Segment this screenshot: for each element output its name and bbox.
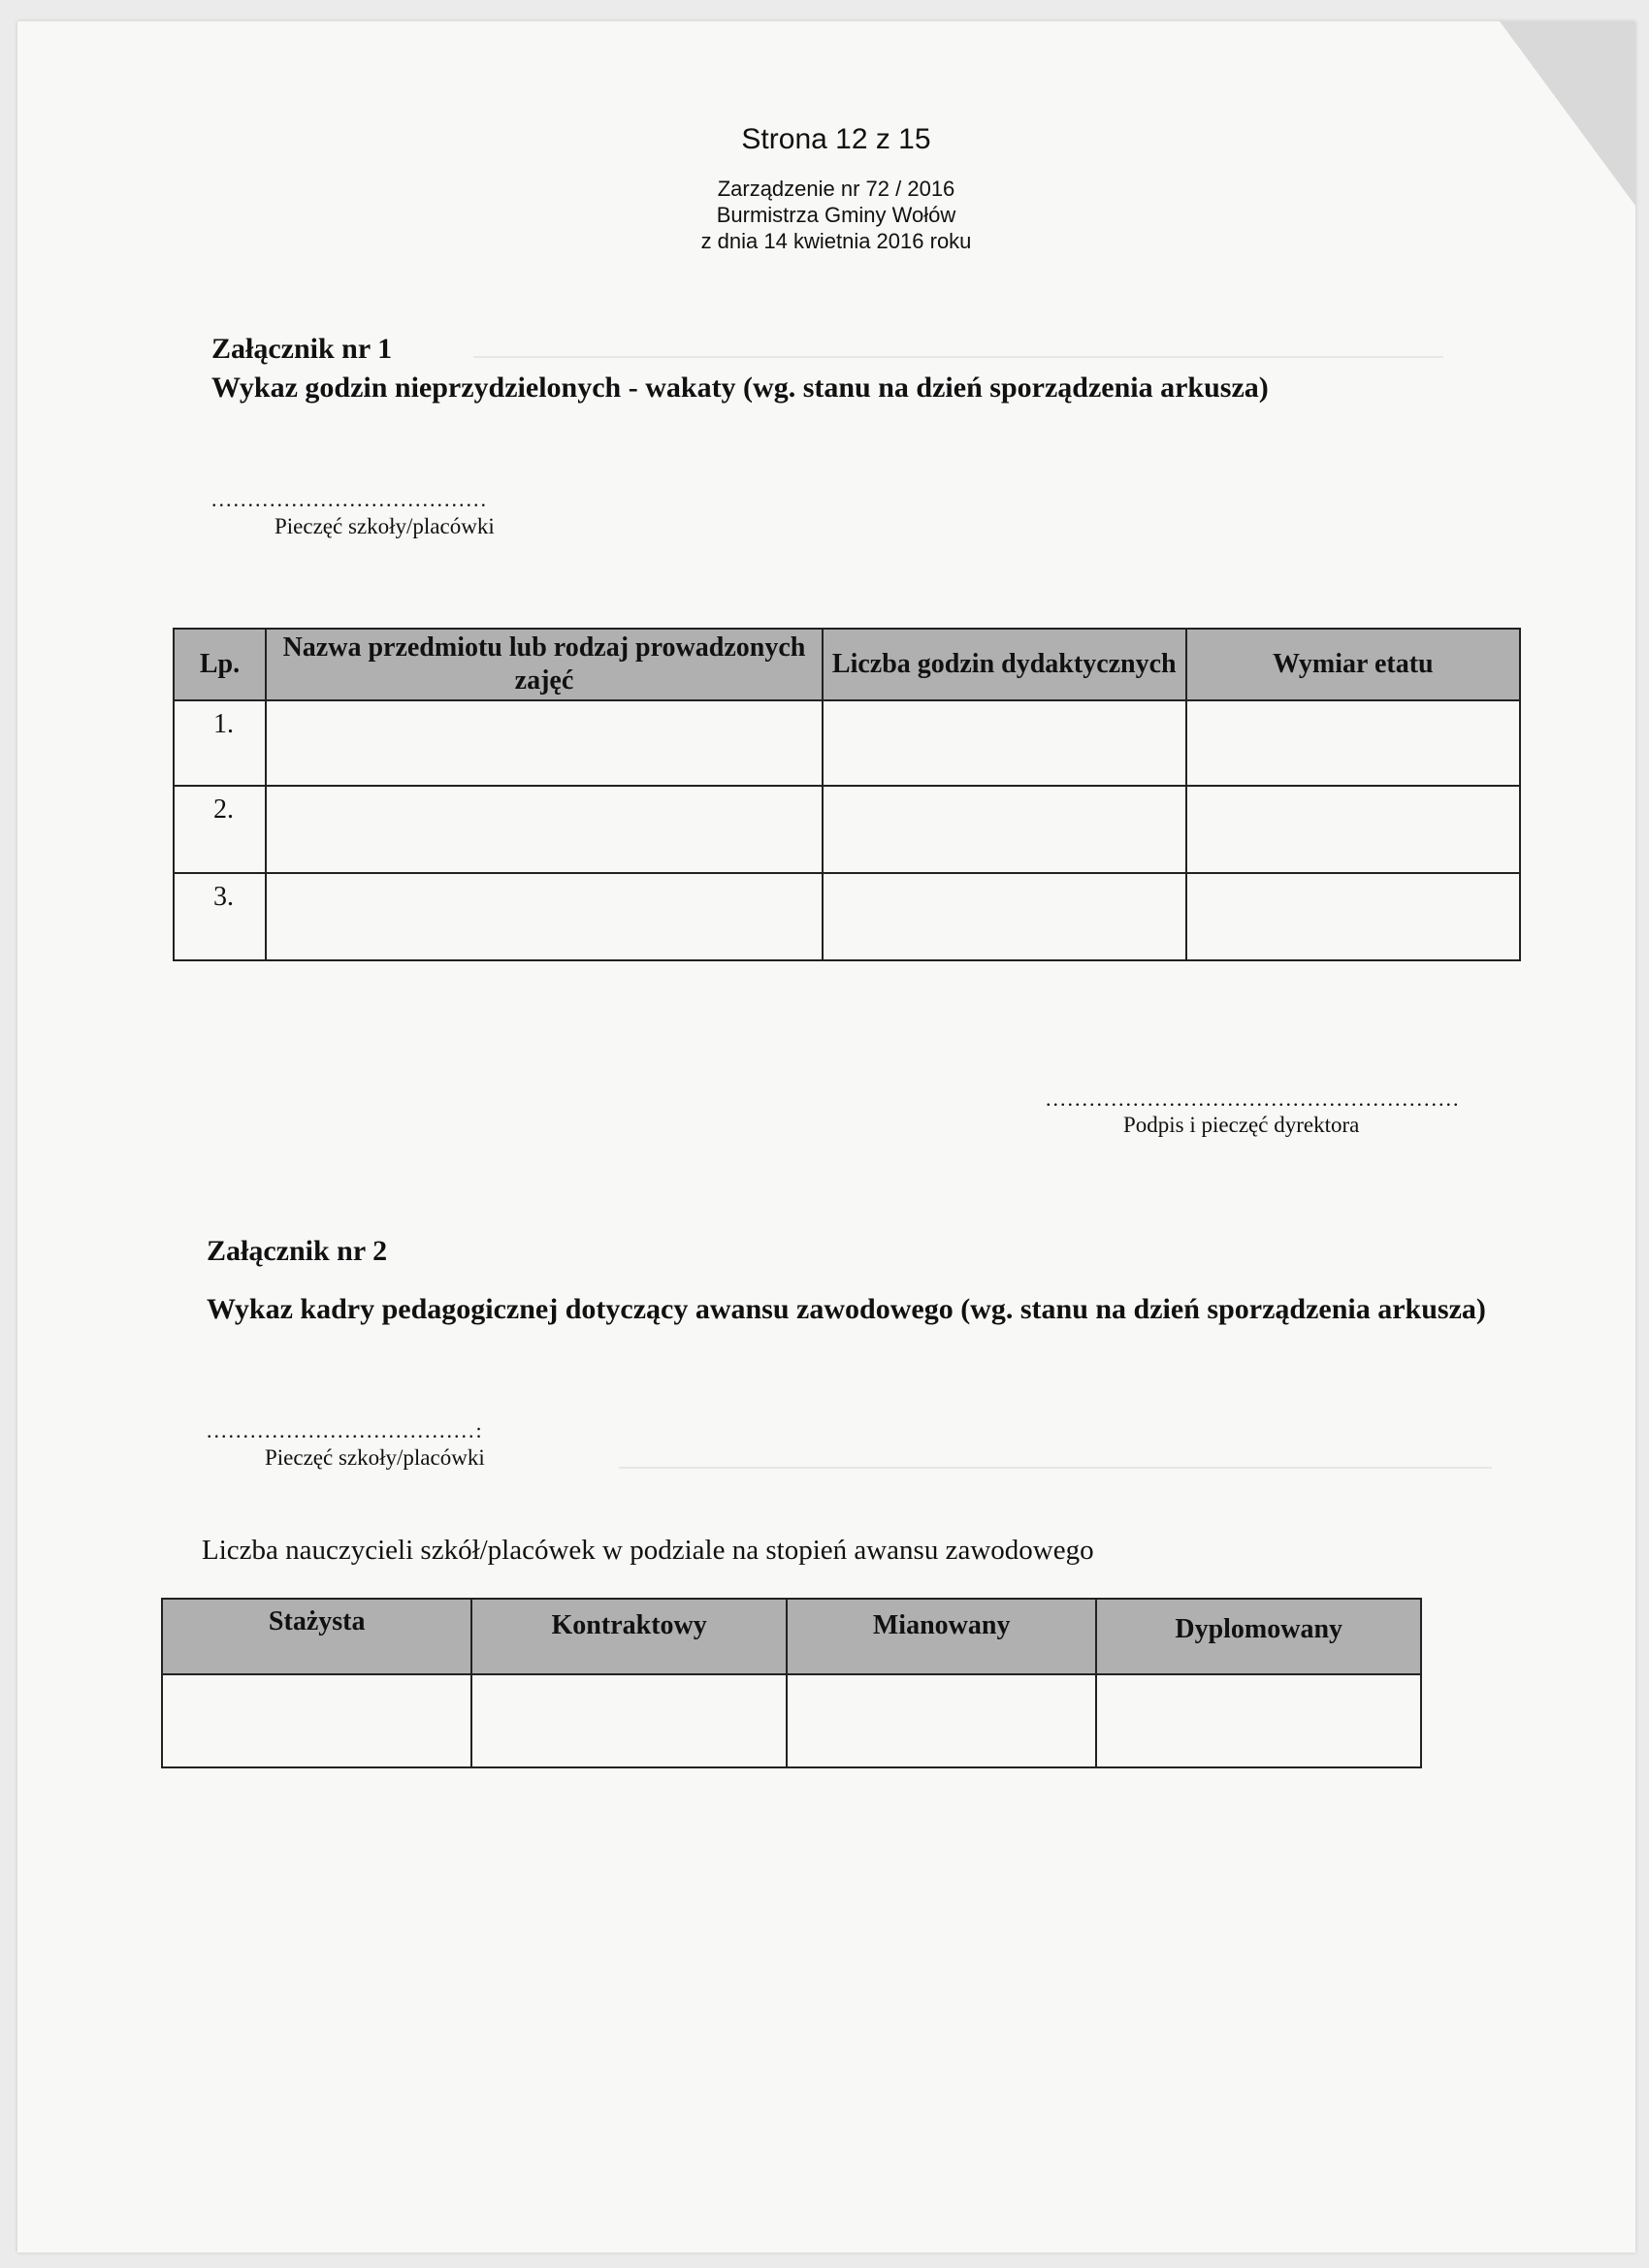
column-header-certified: Dyplomowany <box>1096 1599 1421 1674</box>
document-ref-line-2: Burmistrza Gminy Wołów <box>716 203 956 227</box>
table-row <box>174 786 1520 873</box>
document-ref-line-3: z dnia 14 kwietnia 2016 roku <box>700 229 972 253</box>
column-header-lp: Lp. <box>174 629 266 700</box>
annex2-caption: Liczba nauczycieli szkół/placówek w podziale na stopień awansu zawodowego <box>202 1535 1094 1566</box>
document-ref-line-1: Zarządzenie nr 72 / 2016 <box>717 177 955 201</box>
annex1-subtitle: Wykaz godzin nieprzydzielonych - wakaty (wg. stanu na dzień sporządzenia arkusza) <box>211 372 1269 404</box>
table-row <box>174 873 1520 960</box>
vacancies-table <box>173 628 1521 961</box>
column-header-contract: Kontraktowy <box>471 1599 787 1674</box>
page-number: Strona 12 z 15 <box>741 123 931 155</box>
annex1-stamp-label: Pieczęć szkoły/placówki <box>275 514 495 538</box>
column-header-appointed: Mianowany <box>787 1599 1097 1674</box>
column-header-hours: Liczba godzin dydaktycznych <box>823 629 1186 700</box>
table-row <box>174 700 1520 786</box>
hours-cell <box>823 786 1186 873</box>
annex2-title: Załącznik nr 2 <box>207 1235 388 1267</box>
annex2-stamp-label: Pieczęć szkoły/placówki <box>265 1445 485 1470</box>
annex1-stamp-line: ...................................... <box>211 487 488 511</box>
annex1-title: Załącznik nr 1 <box>211 333 393 365</box>
trainee-count-cell <box>162 1674 471 1767</box>
bleed-through-mark <box>473 356 1443 358</box>
director-signature-line: ......................................................... <box>1046 1086 1461 1111</box>
subject-cell <box>266 700 823 786</box>
document-page <box>17 21 1635 2252</box>
fte-cell <box>1186 700 1520 786</box>
annex2-stamp-line: .....................................: <box>207 1418 484 1442</box>
teachers-table <box>161 1598 1422 1768</box>
fte-cell <box>1186 786 1520 873</box>
vacancies-table-header-row <box>174 629 1520 700</box>
column-header-fte: Wymiar etatu <box>1186 629 1520 700</box>
hours-cell <box>823 873 1186 960</box>
teachers-table-header-row <box>162 1599 1421 1674</box>
fte-cell <box>1186 873 1520 960</box>
row-number: 2. <box>174 786 266 873</box>
hours-cell <box>823 700 1186 786</box>
director-signature-label: Podpis i pieczęć dyrektora <box>1123 1113 1360 1137</box>
appointed-count-cell <box>787 1674 1097 1767</box>
column-header-trainee: Stażysta <box>162 1599 471 1674</box>
row-number: 1. <box>174 700 266 786</box>
subject-cell <box>266 786 823 873</box>
annex2-subtitle: Wykaz kadry pedagogicznej dotyczący awansu zawodowego (wg. stanu na dzień sporządzenia arkusza) <box>207 1293 1486 1325</box>
row-number: 3. <box>174 873 266 960</box>
table-row <box>162 1674 1421 1767</box>
column-header-subject: Nazwa przedmiotu lub rodzaj prowadzonych zajęć <box>266 629 823 700</box>
subject-cell <box>266 873 823 960</box>
contract-count-cell <box>471 1674 787 1767</box>
certified-count-cell <box>1096 1674 1421 1767</box>
bleed-through-mark <box>619 1467 1492 1469</box>
